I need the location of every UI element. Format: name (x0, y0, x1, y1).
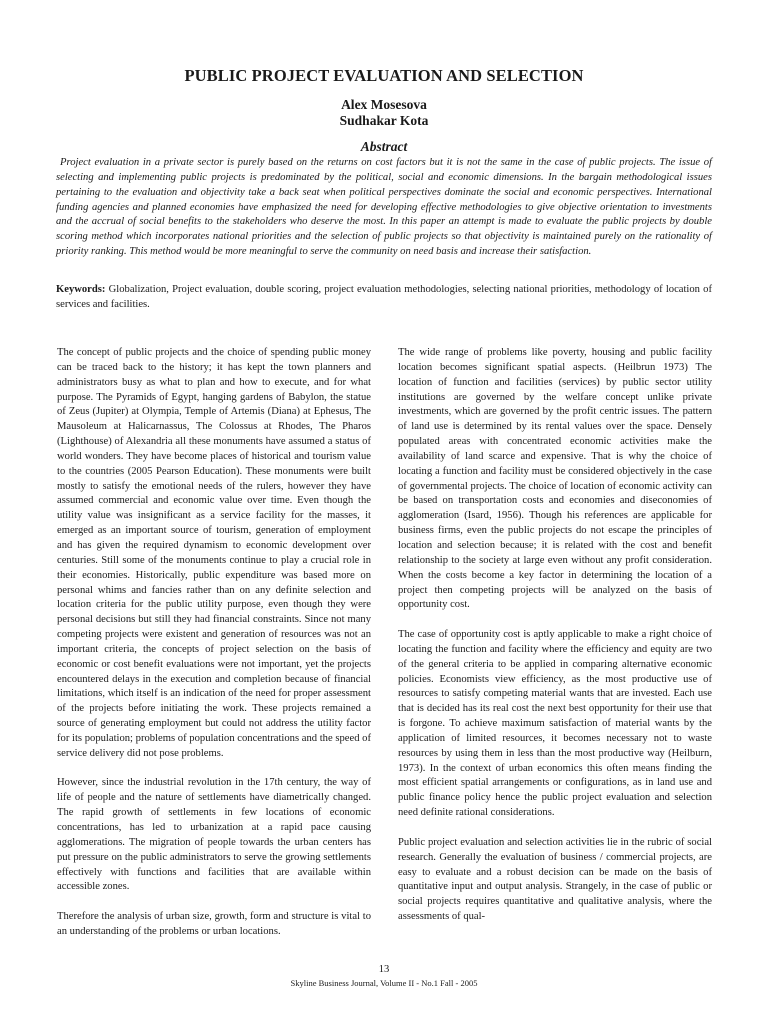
body-column-left (57, 346, 371, 955)
body-paragraph: The case of opportunity cost is aptly applicable to make a right choice of locating the function and facility where the efficiency and equity are two of the general criteria to be applied in comparing alternative economic policies. Economists view efficiency, as the most productive use of resources to satisfy competing material wants that are invested. Each use that is decided has its real cost the next best opportunity for their use that is forgone. To achieve maximum satisfaction of material wants by the application of limited resources, it becomes necessary not to waste resources by using them in less than the most productive way (Heilburn, 1973). In the context of urban economics this often means finding the most efficient spatial arrangements or configurations, as in land use and public finance policy hence the public project evaluation and selection need definite rational considerations. (398, 629, 712, 819)
body-paragraph: The wide range of problems like poverty, housing and public facility location becomes significant spatial aspects. (Heilbrun 1973) The location of function and facilities (services) by public sector utility institutions are governed by the welfare concept unlike private investments, which are governed by the profit centric issues. The pattern of land use is determined by its rental values over the space. Densely populated areas with concentrated economic activities make the availability of land scarce and expensive. That is why the choice of locating a function and facility must be considered objectively in the case of governmental projects. The choice of location of economic activity can be based on transportation costs and economies and diseconomies of agglomeration (Isard, 1956). Though his references are applicable for business firms, even the public projects do not escape the principles of location and selection because; it is related with the cost and benefit relationship to the society at large even without any profit consideration. When the costs become a key factor in determining the location of a project then competing projects will be analyzed on the basis of opportunity cost. (398, 347, 712, 611)
body-paragraph: Therefore the analysis of urban size, growth, form and structure is vital to an understanding of the problems or urban locations. (57, 911, 371, 937)
body-paragraph: The concept of public projects and the choice of spending public money can be traced back to the history; it has kept the town planners and administrators busy as what to plan and how to execute, and for what purpose. The Pyramids of Egypt, hanging gardens of Babylon, the statue of Zeus (Jupiter) at Olympia, Temple of Artemis (Diana) at Ephesus, The Mausoleum at Halicarnassus, The Colossus at Rhodes, The Pharos (Lighthouse) of Alexandria all these monuments have assumed a status of world wonders. They have become places of historical and tourism value to the countries (2005 Pearson Education). These monuments were built mostly to satisfy the emotional needs of the rulers, however they have assumed commercial and economic value over time. Even though the utility value was insignificant as a service facility for the masses, it emerged as an important source of tourism, generation of employment and has given the required dynamism to economic development over centuries. Still some of the monuments continue to play a crucial role in their economies. Historically, public expenditure was based more on personal whims and fancies rather than on any definite selection and location criteria for the public utility purpose, even though they were personal decisions but still they had financial constraints. Since not many competing projects were existent and generation of resources was not an important criteria, the concepts of project selection on the basis of economic or cost benefit evaluations were not important, yet the projects encountered delays in the execution and completion because of financial limitations, which itself is an indication of the need for proper assessment of the projects before initiating the work. These projects remained a source of generating employment but could not address the utility factor for its population; problems of population concentrations and the speed of service delivery did not pose problems. (57, 347, 371, 759)
body-paragraph: Public project evaluation and selection activities lie in the rubric of social research. Generally the evaluation of business / commercial projects, are easy to evaluate and a robust decision can be made on the basis of quantitative input and output analysis. Strangely, in the case of public or social projects requires quantitative and qualitative analysis, where the assessments of qual- (398, 836, 712, 923)
body-column-right (398, 346, 712, 940)
author-name: Alex Mosesova (341, 97, 427, 112)
paper-title: PUBLIC PROJECT EVALUATION AND SELECTION (184, 66, 584, 85)
keywords-text: Globalization, Project evaluation, double scoring, project evaluation methodologies, selecting national priorities, methodology of location of services and facilities. (56, 284, 712, 310)
abstract-heading: Abstract (360, 139, 408, 154)
journal-footer: Skyline Business Journal, Volume II - No.1 Fall - 2005 (290, 978, 478, 988)
author-name: Sudhakar Kota (339, 113, 429, 128)
page-number: 13 (378, 964, 390, 975)
body-paragraph: However, since the industrial revolution in the 17th century, the way of life of people and the nature of settlements have diametrically changed. The rapid growth of settlements in few locations of economic concentrations, has led to urbanization at a rapid pace causing agglomerations. The migration of people towards the urban centers has put pressure on the public administrators to serve the growing settlements effectively with functions and facilities that are available within accessible zones. (57, 777, 371, 893)
author-list (0, 97, 768, 129)
keywords (56, 282, 712, 312)
abstract-text: Project evaluation in a private sector is purely based on the returns on cost factors but it is not the same in the case of public projects. The issue of selecting and implementing public projects is predominated by the political, social and economic dimensions. In the bargain methodological issues pertaining to the evaluation and objectivity take a back seat when political perspectives dominate the social and economic perspectives. International funding agencies and planned economies have emphasized the need for developing effective methodologies to give objective orientation to investments and the accrual of social benefits to the stakeholders who deserve the most. In this paper an attempt is made to evaluate the public projects by double scoring method which incorporates national priorities and the selection of public projects so that objectivity is maintained purely on the rationality of priority ranking. This method would be more meaningful to serve the community on need basis and increase their satisfaction. (56, 157, 712, 258)
keywords-label: Keywords: (56, 284, 106, 295)
